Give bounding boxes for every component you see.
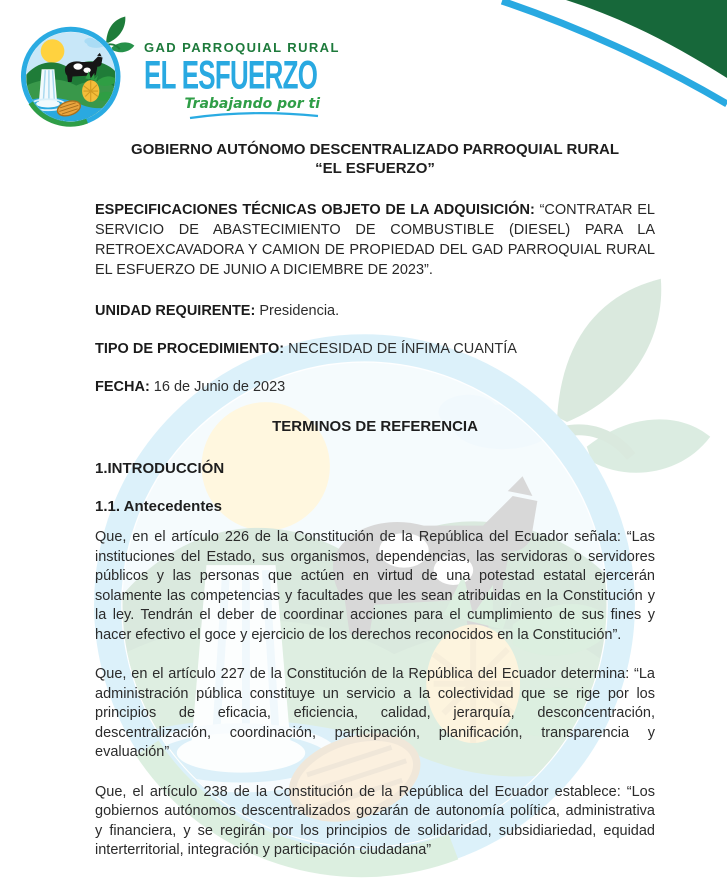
header	[18, 14, 340, 130]
logo-text-block	[144, 14, 340, 120]
heading-introduccion: 1.INTRODUCCIÓN	[95, 460, 225, 477]
doc-title-line1: GOBIERNO AUTÓNOMO DESCENTRALIZADO PARROQUIAL RURAL	[130, 141, 620, 158]
paragraph-articulo-238: Que, el artículo 238 de la Constitución de la República del Ecuador establece: “Los gobiernos autónomos descentralizados gozarán de autonomía política, administrativa y financiera, y se regirán por los principios de solidaridad, subsidiariedad, equidad interterritorial, integración y participación ciudadana”	[95, 783, 655, 858]
corner-green-shape	[566, 0, 727, 78]
spec-paragraph	[95, 200, 655, 280]
org-type-label: GAD PARROQUIAL RURAL	[144, 40, 340, 55]
org-logo-icon	[18, 14, 138, 130]
section-heading-terminos: TERMINOS DE REFERENCIA	[272, 418, 478, 435]
heading-antecedentes: 1.1. Antecedentes	[95, 498, 222, 515]
field-value: Presidencia.	[255, 303, 340, 319]
field-value: NECESIDAD DE ÍNFIMA CUANTÍA	[284, 341, 517, 357]
field-row-unidad	[95, 302, 655, 320]
field-row-procedimiento	[95, 340, 655, 358]
field-label: UNIDAD REQUIRENTE:	[95, 303, 256, 319]
paragraph-articulo-227: Que, en el artículo 227 de la Constitución de la República del Ecuador determina: “La administración pública constituye un servicio a la colectividad que se rige por los principios de eficacia, eficiencia, calidad, jerarquía, desconcentración, descentralización, coordinación, participación, planificación, transparencia y evaluación”	[95, 666, 655, 760]
slogan-wrap	[144, 95, 320, 120]
slogan-text: Trabajando por ti	[184, 96, 320, 112]
field-list	[95, 302, 655, 396]
doc-title-line2: “EL ESFUERZO”	[315, 160, 435, 177]
spec-text: “CONTRATAR EL SERVICIO DE ABASTECIMIENTO DE COMBUSTIBLE (DIESEL) PARA LA RETROEXCAVADORA Y CAMION DE PROPIEDAD DEL GAD PARROQUIAL RURAL EL ESFUERZO DE JUNIO A DICIEMBRE DE 2023”.	[95, 202, 655, 278]
document-content	[95, 134, 655, 861]
org-name: EL ESFUERZO	[144, 52, 318, 98]
field-label: TIPO DE PROCEDIMIENTO:	[95, 341, 285, 357]
doc-title	[95, 140, 655, 178]
paragraph-articulo-226: Que, en el artículo 226 de la Constitución de la República del Ecuador señala: “Las instituciones del Estado, sus organismos, dependencias, las servidoras o servidores públicos y las personas que actúen en virtud de una potestad estatal ejercerán solamente las competencias y facultades que les sean atribuidas en la Constitución y la ley. Tendrán el deber de coordinar acciones para el cumplimiento de sus fines y hacer efectivo el goce y ejercicio de los derechos reconocidos en la Constitución”.	[95, 529, 655, 643]
field-label: FECHA:	[95, 379, 150, 395]
corner-decoration	[480, 0, 727, 112]
field-value: 16 de Junio de 2023	[149, 379, 286, 395]
field-row-fecha	[95, 378, 655, 396]
slogan-swoosh-icon	[188, 111, 320, 120]
spec-label: ESPECIFICACIONES TÉCNICAS OBJETO DE LA ADQUISICIÓN:	[95, 202, 535, 218]
